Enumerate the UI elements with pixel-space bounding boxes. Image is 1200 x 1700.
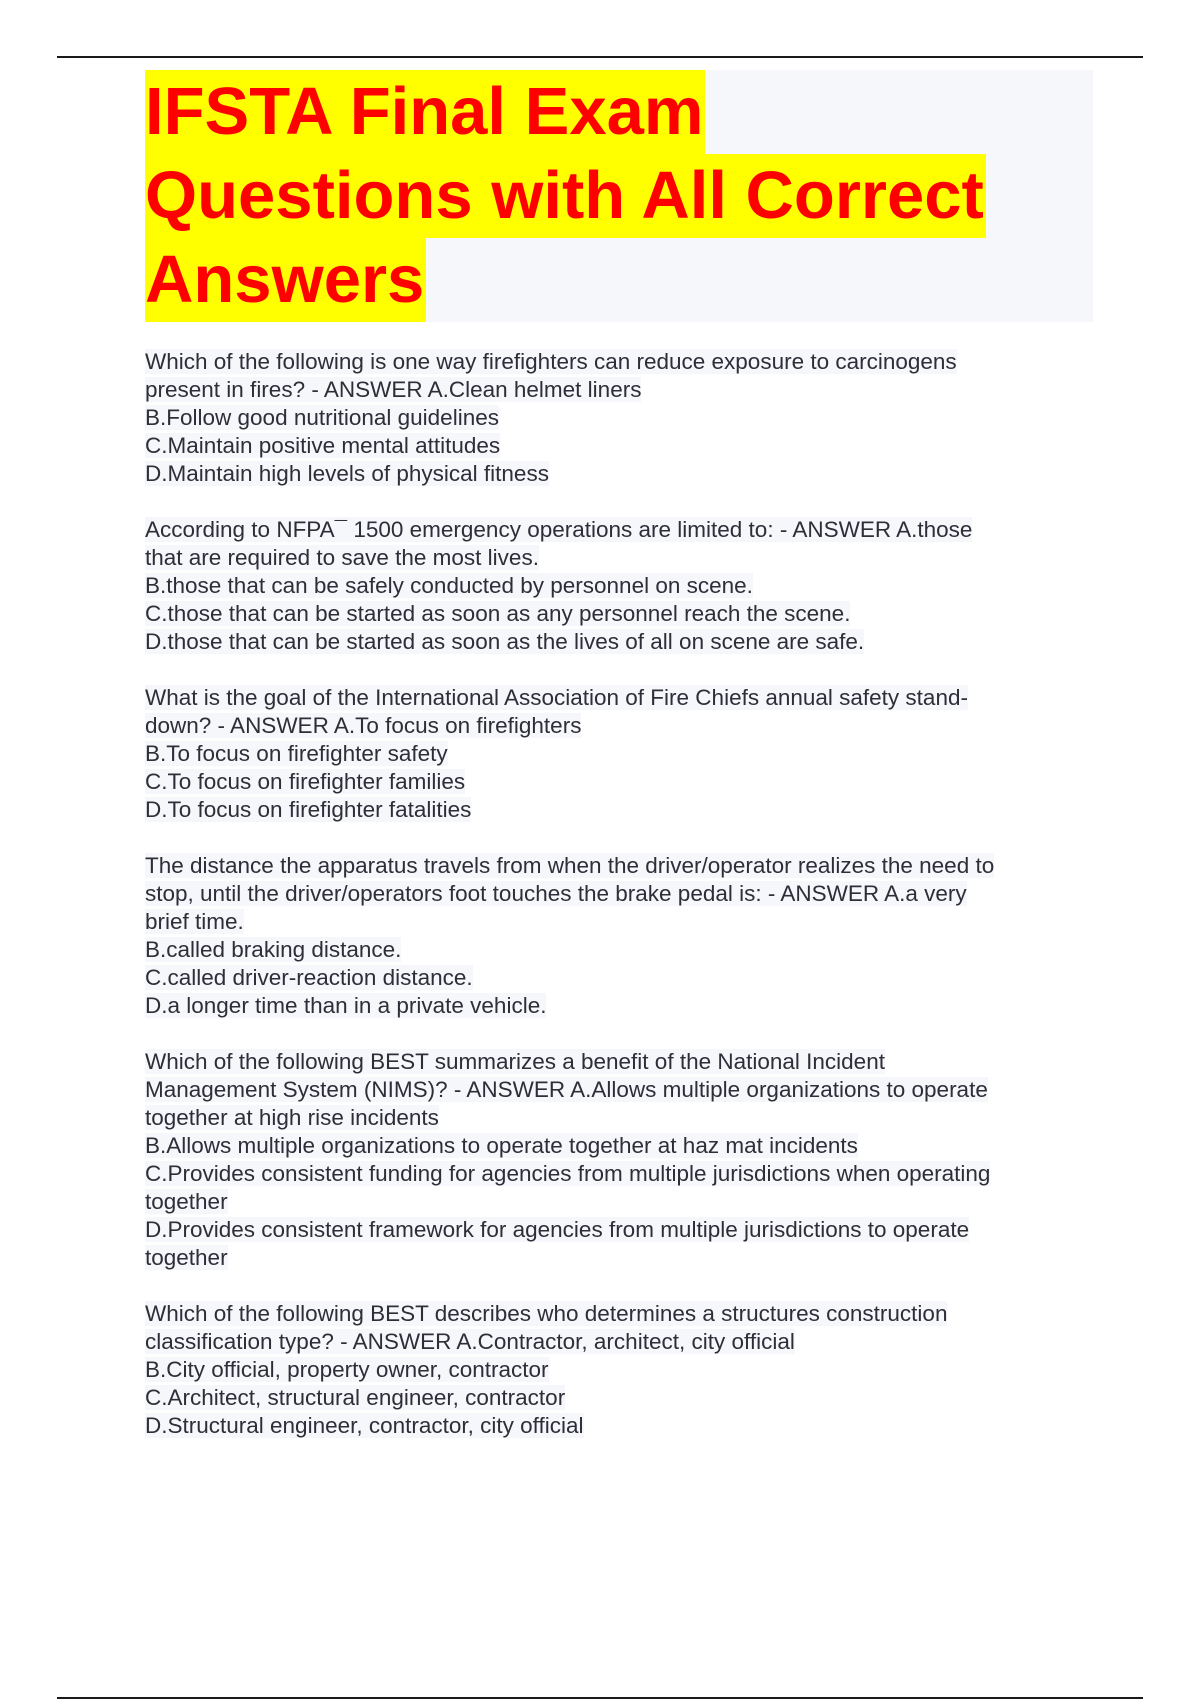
question-line <box>145 1328 1093 1356</box>
question-line <box>145 376 1093 404</box>
question-list <box>145 348 1093 1468</box>
line-text: C.Architect, structural engineer, contractor <box>145 1385 566 1410</box>
question-line <box>145 936 1093 964</box>
line-text: classification type? - ANSWER A.Contractor, architect, city official <box>145 1329 795 1354</box>
question-line <box>145 460 1093 488</box>
line-text: D.Structural engineer, contractor, city official <box>145 1413 584 1438</box>
question-text-line <box>145 516 1093 544</box>
line-text: Which of the following BEST describes who determines a structures construction <box>145 1301 948 1326</box>
line-text: brief time. <box>145 909 244 934</box>
question-line <box>145 1412 1093 1440</box>
question-block <box>145 684 1093 824</box>
line-text: B.To focus on firefighter safety <box>145 741 448 766</box>
question-line <box>145 1132 1093 1160</box>
question-block <box>145 516 1093 656</box>
line-text: The distance the apparatus travels from when the driver/operator realizes the need to <box>145 853 995 878</box>
bottom-rule <box>57 1697 1143 1699</box>
line-text: According to NFPA¯ 1500 emergency operations are limited to: - ANSWER A.those <box>145 517 973 542</box>
question-text-line <box>145 852 1093 880</box>
line-text: C.Provides consistent funding for agencies from multiple jurisdictions when operating <box>145 1161 991 1186</box>
line-text: What is the goal of the International Association of Fire Chiefs annual safety stand- <box>145 685 968 710</box>
line-text: B.called braking distance. <box>145 937 402 962</box>
question-line <box>145 600 1093 628</box>
question-block <box>145 852 1093 1020</box>
question-line <box>145 404 1093 432</box>
question-line <box>145 1104 1093 1132</box>
line-text: D.To focus on firefighter fatalities <box>145 797 472 822</box>
question-line <box>145 1356 1093 1384</box>
line-text: stop, until the driver/operators foot touches the brake pedal is: - ANSWER A.a very <box>145 881 967 906</box>
line-text: D.Maintain high levels of physical fitness <box>145 461 549 486</box>
line-text: B.Follow good nutritional guidelines <box>145 405 499 430</box>
line-text: C.called driver-reaction distance. <box>145 965 473 990</box>
question-text-line <box>145 1048 1093 1076</box>
line-text: D.Provides consistent framework for agencies from multiple jurisdictions to operate <box>145 1217 970 1242</box>
question-text-line <box>145 684 1093 712</box>
line-text: present in fires? - ANSWER A.Clean helmet liners <box>145 377 642 402</box>
title-line-2: Questions with All Correct <box>145 154 986 238</box>
question-line <box>145 740 1093 768</box>
question-block <box>145 348 1093 488</box>
line-text: Management System (NIMS)? - ANSWER A.Allows multiple organizations to operate <box>145 1077 988 1102</box>
line-text: together at high rise incidents <box>145 1105 439 1130</box>
question-line <box>145 432 1093 460</box>
line-text: D.a longer time than in a private vehicle. <box>145 993 547 1018</box>
line-text: C.those that can be started as soon as any personnel reach the scene. <box>145 601 851 626</box>
question-line <box>145 1244 1093 1272</box>
question-text-line <box>145 348 1093 376</box>
question-text-line <box>145 1300 1093 1328</box>
question-line <box>145 1216 1093 1244</box>
question-block <box>145 1300 1093 1440</box>
title-line-3: Answers <box>145 238 426 322</box>
question-line <box>145 628 1093 656</box>
question-line <box>145 1160 1093 1188</box>
question-line <box>145 964 1093 992</box>
document-title <box>145 70 1093 322</box>
line-text: C.To focus on firefighter families <box>145 769 466 794</box>
question-line <box>145 572 1093 600</box>
question-line <box>145 992 1093 1020</box>
line-text: D.those that can be started as soon as the lives of all on scene are safe. <box>145 629 865 654</box>
question-block <box>145 1048 1093 1272</box>
question-line <box>145 908 1093 936</box>
line-text: together <box>145 1245 228 1270</box>
question-line <box>145 768 1093 796</box>
question-line <box>145 712 1093 740</box>
title-line-1: IFSTA Final Exam <box>145 70 705 154</box>
question-line <box>145 1384 1093 1412</box>
question-line <box>145 1188 1093 1216</box>
line-text: Which of the following BEST summarizes a benefit of the National Incident <box>145 1049 885 1074</box>
line-text: together <box>145 1189 228 1214</box>
line-text: down? - ANSWER A.To focus on firefighters <box>145 713 582 738</box>
line-text: Which of the following is one way firefighters can reduce exposure to carcinogens <box>145 349 957 374</box>
line-text: that are required to save the most lives. <box>145 545 539 570</box>
top-rule <box>57 56 1143 58</box>
line-text: B.those that can be safely conducted by personnel on scene. <box>145 573 753 598</box>
question-line <box>145 796 1093 824</box>
question-line <box>145 880 1093 908</box>
line-text: B.City official, property owner, contractor <box>145 1357 549 1382</box>
question-line <box>145 544 1093 572</box>
line-text: B.Allows multiple organizations to operate together at haz mat incidents <box>145 1133 858 1158</box>
question-line <box>145 1076 1093 1104</box>
line-text: C.Maintain positive mental attitudes <box>145 433 501 458</box>
